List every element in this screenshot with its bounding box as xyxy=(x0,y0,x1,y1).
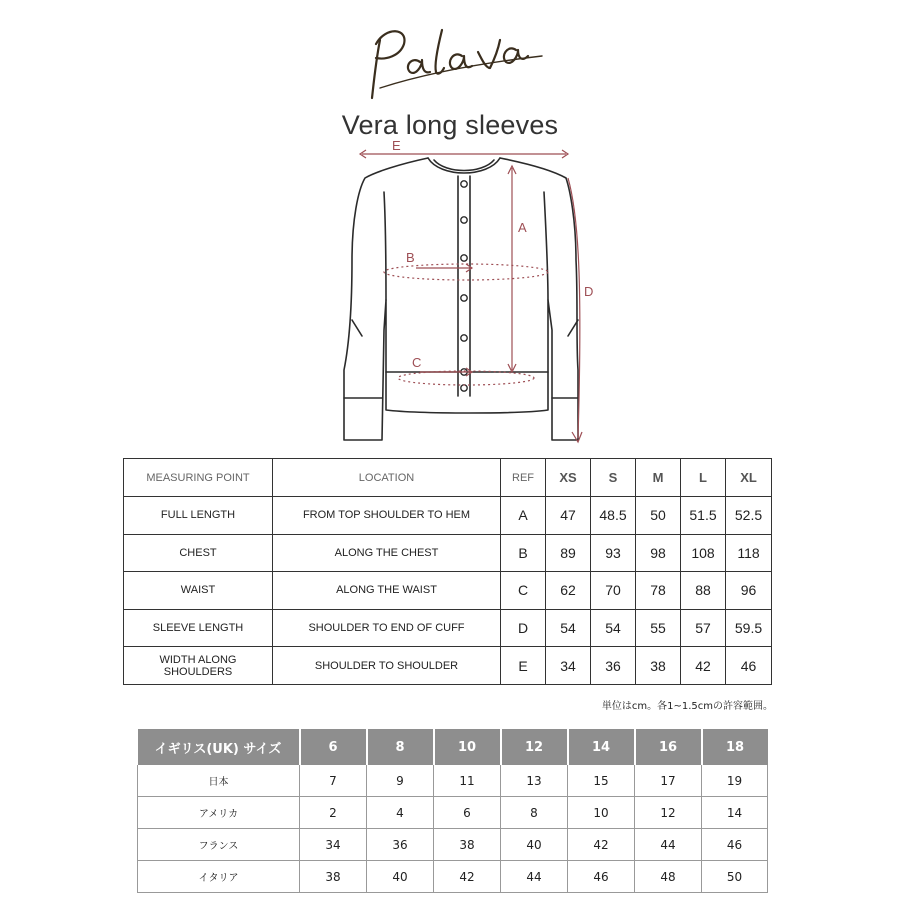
size-cell: 19 xyxy=(702,765,768,797)
cardigan-diagram xyxy=(330,140,610,450)
size-cell: 2 xyxy=(300,797,367,829)
value-xs: 62 xyxy=(546,572,591,610)
size-cell: 4 xyxy=(367,797,434,829)
value-l: 88 xyxy=(681,572,726,610)
size-cell: 34 xyxy=(300,829,367,861)
ref: A xyxy=(501,497,546,535)
value-s: 54 xyxy=(591,609,636,647)
value-s: 48.5 xyxy=(591,497,636,535)
size-cell: 8 xyxy=(501,797,568,829)
header-uk-6: 6 xyxy=(300,729,367,765)
country-label: 日本 xyxy=(138,765,300,797)
conversion-header-row xyxy=(138,729,768,765)
value-xs: 34 xyxy=(546,647,591,685)
value-m: 98 xyxy=(636,534,681,572)
location: ALONG THE CHEST xyxy=(273,534,501,572)
header-uk-12: 12 xyxy=(501,729,568,765)
size-cell: 40 xyxy=(501,829,568,861)
header-size-xs: XS xyxy=(546,459,591,497)
size-cell: 44 xyxy=(635,829,702,861)
header-uk-size: イギリス(UK) サイズ xyxy=(138,729,300,765)
label-e: E xyxy=(392,140,401,153)
size-cell: 46 xyxy=(568,861,635,893)
label-a: A xyxy=(518,220,527,235)
country-label: フランス xyxy=(138,829,300,861)
size-cell: 11 xyxy=(434,765,501,797)
value-xs: 54 xyxy=(546,609,591,647)
value-l: 51.5 xyxy=(681,497,726,535)
value-m: 55 xyxy=(636,609,681,647)
value-xl: 52.5 xyxy=(726,497,772,535)
unit-note: 単位はcm。各1~1.5cmの許容範囲。 xyxy=(601,701,773,712)
size-cell: 10 xyxy=(568,797,635,829)
table-row xyxy=(124,497,772,535)
size-cell: 42 xyxy=(434,861,501,893)
value-xl: 59.5 xyxy=(726,609,772,647)
header-measuring-point: MEASURING POINT xyxy=(124,459,273,497)
conversion-row xyxy=(138,765,768,797)
conversion-row xyxy=(138,797,768,829)
size-cell: 13 xyxy=(501,765,568,797)
measuring-point: WAIST xyxy=(124,572,273,610)
size-cell: 12 xyxy=(635,797,702,829)
size-cell: 9 xyxy=(367,765,434,797)
country-label: イタリア xyxy=(138,861,300,893)
size-cell: 15 xyxy=(568,765,635,797)
brand-logo xyxy=(350,10,570,110)
measuring-point: SLEEVE LENGTH xyxy=(124,609,273,647)
value-m: 38 xyxy=(636,647,681,685)
location: SHOULDER TO END OF CUFF xyxy=(273,609,501,647)
size-cell: 44 xyxy=(501,861,568,893)
header-uk-8: 8 xyxy=(367,729,434,765)
size-cell: 38 xyxy=(434,829,501,861)
conversion-row xyxy=(138,829,768,861)
location: ALONG THE WAIST xyxy=(273,572,501,610)
value-xl: 118 xyxy=(726,534,772,572)
header-location: LOCATION xyxy=(273,459,501,497)
size-table-header-row xyxy=(124,459,772,497)
header-size-xl: XL xyxy=(726,459,772,497)
table-row xyxy=(124,609,772,647)
size-conversion-table xyxy=(137,729,768,893)
label-d: D xyxy=(584,284,594,299)
value-m: 78 xyxy=(636,572,681,610)
table-row xyxy=(124,534,772,572)
header-uk-16: 16 xyxy=(635,729,702,765)
ref: D xyxy=(501,609,546,647)
value-s: 70 xyxy=(591,572,636,610)
header-uk-14: 14 xyxy=(568,729,635,765)
header-ref: REF xyxy=(501,459,546,497)
size-cell: 40 xyxy=(367,861,434,893)
size-cell: 36 xyxy=(367,829,434,861)
header-size-m: M xyxy=(636,459,681,497)
table-row xyxy=(124,572,772,610)
size-cell: 42 xyxy=(568,829,635,861)
size-cell: 38 xyxy=(300,861,367,893)
value-xl: 96 xyxy=(726,572,772,610)
measuring-point: WIDTH ALONG SHOULDERS xyxy=(124,647,273,685)
header-size-l: L xyxy=(681,459,726,497)
header-uk-18: 18 xyxy=(702,729,768,765)
size-measurement-table xyxy=(123,458,772,685)
size-cell: 50 xyxy=(702,861,768,893)
value-l: 42 xyxy=(681,647,726,685)
size-cell: 7 xyxy=(300,765,367,797)
label-b: B xyxy=(406,250,415,265)
value-xl: 46 xyxy=(726,647,772,685)
measuring-point: FULL LENGTH xyxy=(124,497,273,535)
size-cell: 46 xyxy=(702,829,768,861)
value-m: 50 xyxy=(636,497,681,535)
value-xs: 47 xyxy=(546,497,591,535)
size-cell: 17 xyxy=(635,765,702,797)
value-l: 108 xyxy=(681,534,726,572)
ref: E xyxy=(501,647,546,685)
ref: B xyxy=(501,534,546,572)
table-row xyxy=(124,647,772,685)
header-size-s: S xyxy=(591,459,636,497)
conversion-row xyxy=(138,861,768,893)
size-cell: 14 xyxy=(702,797,768,829)
ref: C xyxy=(501,572,546,610)
value-l: 57 xyxy=(681,609,726,647)
country-label: アメリカ xyxy=(138,797,300,829)
location: SHOULDER TO SHOULDER xyxy=(273,647,501,685)
value-s: 93 xyxy=(591,534,636,572)
size-cell: 6 xyxy=(434,797,501,829)
value-xs: 89 xyxy=(546,534,591,572)
value-s: 36 xyxy=(591,647,636,685)
measuring-point: CHEST xyxy=(124,534,273,572)
header-uk-10: 10 xyxy=(434,729,501,765)
label-c: C xyxy=(412,355,422,370)
size-cell: 48 xyxy=(635,861,702,893)
location: FROM TOP SHOULDER TO HEM xyxy=(273,497,501,535)
product-title: Vera long sleeves xyxy=(341,110,559,140)
